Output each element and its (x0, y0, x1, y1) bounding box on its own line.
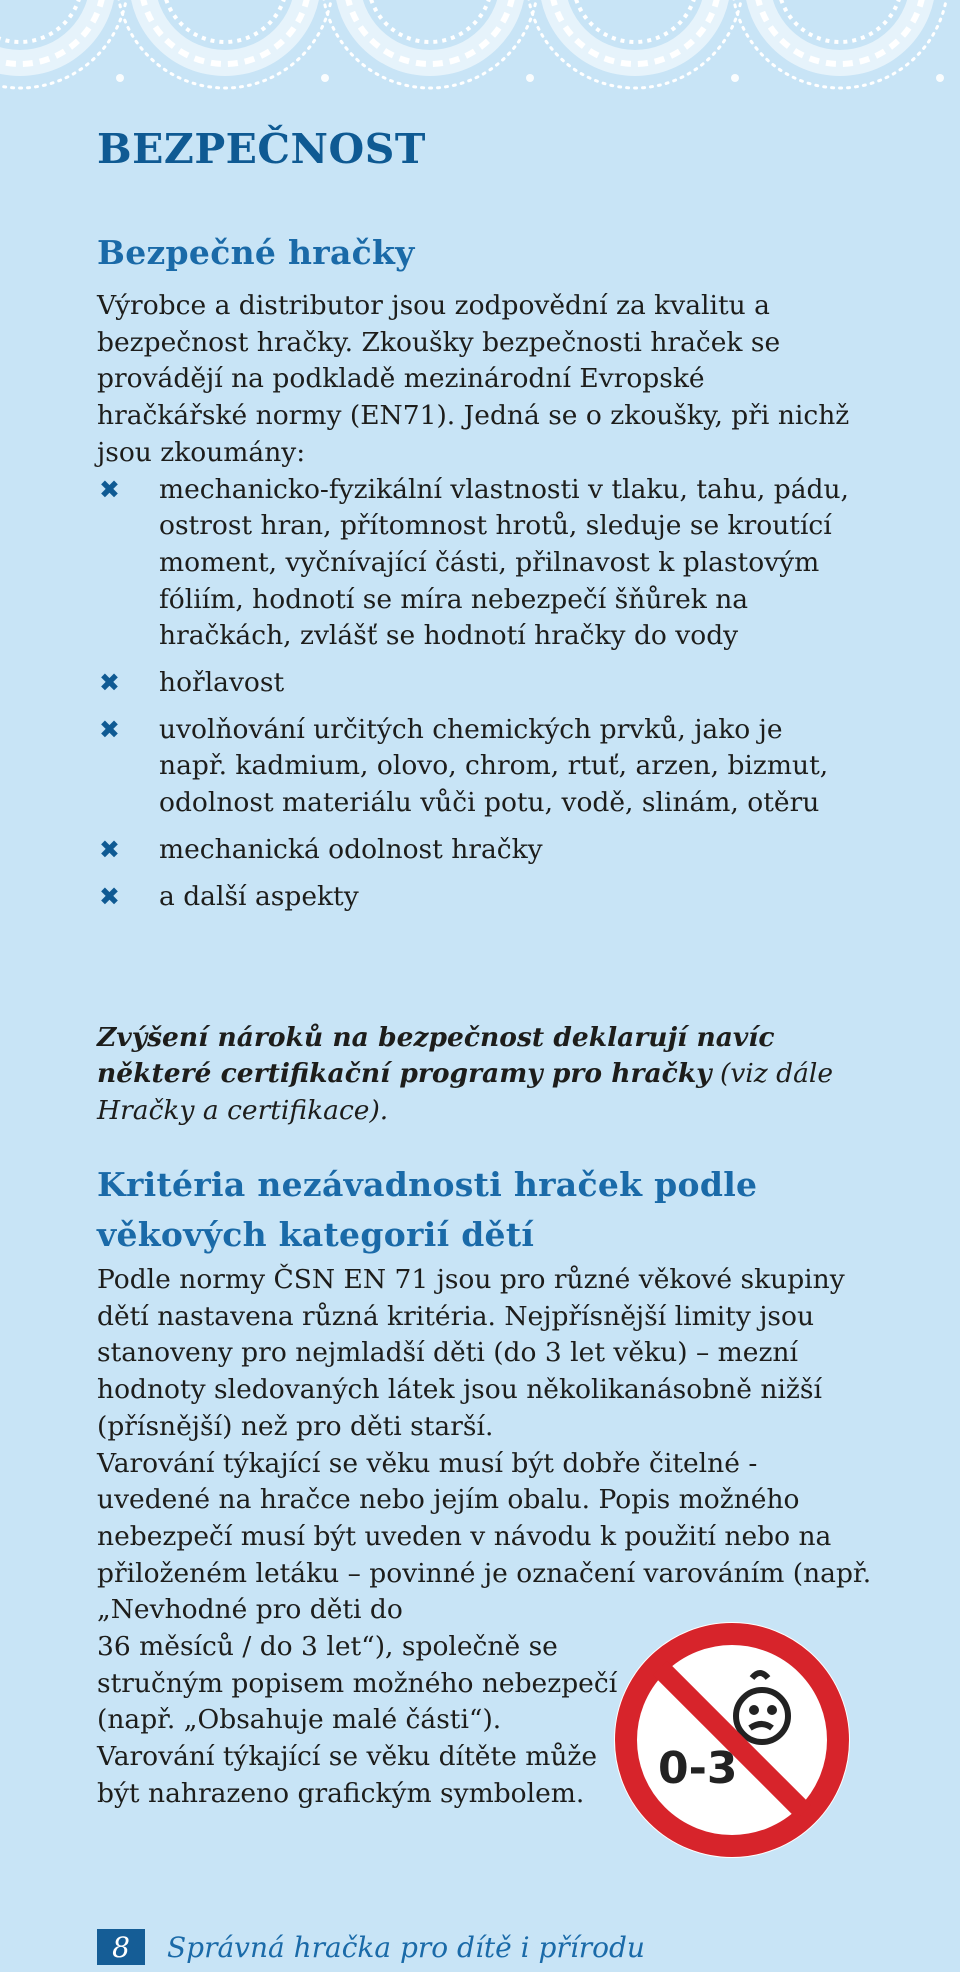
cross-icon: ✖ (99, 474, 120, 504)
paragraph-warning-continued: 36 měsíců / do 3 let“), společně se stručným popisem možného nebezpečí (např. „Obsahuje malé části“). Varování týkající se věku dítěte může být nahrazeno grafickým symbolem. (97, 1631, 618, 1809)
section-title-safe-toys: Bezpečné hračky (97, 233, 415, 272)
list-item: ✖ a další aspekty (97, 879, 857, 916)
paragraph-norm: Podle normy ČSN EN 71 jsou pro různé věkové skupiny dětí nastavena různá kritéria. Nejpřísnější limity jsou stanoveny pro nejmladší děti (do 3 let věku) – mezní hodnoty sledovaných látek jsou několikanásobně nižší (přísnější) než pro děti starší. (97, 1264, 845, 1442)
list-item: ✖ uvolňování určitých chemických prvků, jako je např. kadmium, olovo, chrom, rtuť, arzen, bizmut, odolnost materiálu vůči potu, vodě, slinám, otěru (99, 713, 829, 819)
section-intro: Výrobce a distributor jsou zodpovědní za kvalitu a bezpečnost hračky. Zkoušky bezpečnosti hraček se provádějí na podkladě mezinárodní Evropské hračkářské normy (EN71). Jedná se o zkoušky, při nichž jsou zkoumány: (97, 290, 850, 468)
cross-icon: ✖ (99, 668, 120, 698)
lace-border-decoration (0, 0, 960, 130)
certification-note: Zvýšení nároků na bezpečnost deklarují navíc některé certifikační programy pro hračky (viz dále Hračky a certifikace). (97, 1021, 834, 1126)
cross-icon: ✖ (99, 881, 120, 911)
criteria-list (97, 472, 857, 916)
page-footer (97, 1929, 797, 1965)
section-title-age-criteria: Kritéria nezávadnosti hraček podle věkových kategorií dětí (97, 1165, 758, 1254)
list-item: ✖ mechanicko-fyzikální vlastnosti v tlaku, tahu, pádu, ostrost hran, přítomnost hrotů, sleduje se kroutící moment, vyčnívající části, přilnavost k plastovým fóliím, hodnotí se míra nebezpečí šňůrek na hračkách, zvlášť se hodnotí hračky do vody (99, 473, 849, 652)
list-item: ✖ hořlavost (97, 665, 857, 702)
page-heading: BEZPEČNOST (97, 125, 426, 173)
section-safe-toys (97, 228, 857, 925)
age-label: 0-3 (658, 1743, 738, 1794)
paragraph-warning: Varování týkající se věku musí být dobře čitelné - uvedené na hračce nebo jejím obalu. Popis možného nebezpečí musí být uveden v návodu k použití nebo na přiloženém letáku – povinné je označení varováním (např. „Nevhodné pro děti do (97, 1447, 872, 1626)
list-item: ✖ mechanická odolnost hračky (97, 832, 857, 869)
page-number: 8 (97, 1929, 145, 1965)
footer-title: Správná hračka pro dítě i přírodu (167, 1931, 645, 1964)
cross-icon: ✖ (99, 834, 120, 864)
age-warning-sign (610, 1618, 854, 1862)
cross-icon: ✖ (99, 714, 120, 744)
